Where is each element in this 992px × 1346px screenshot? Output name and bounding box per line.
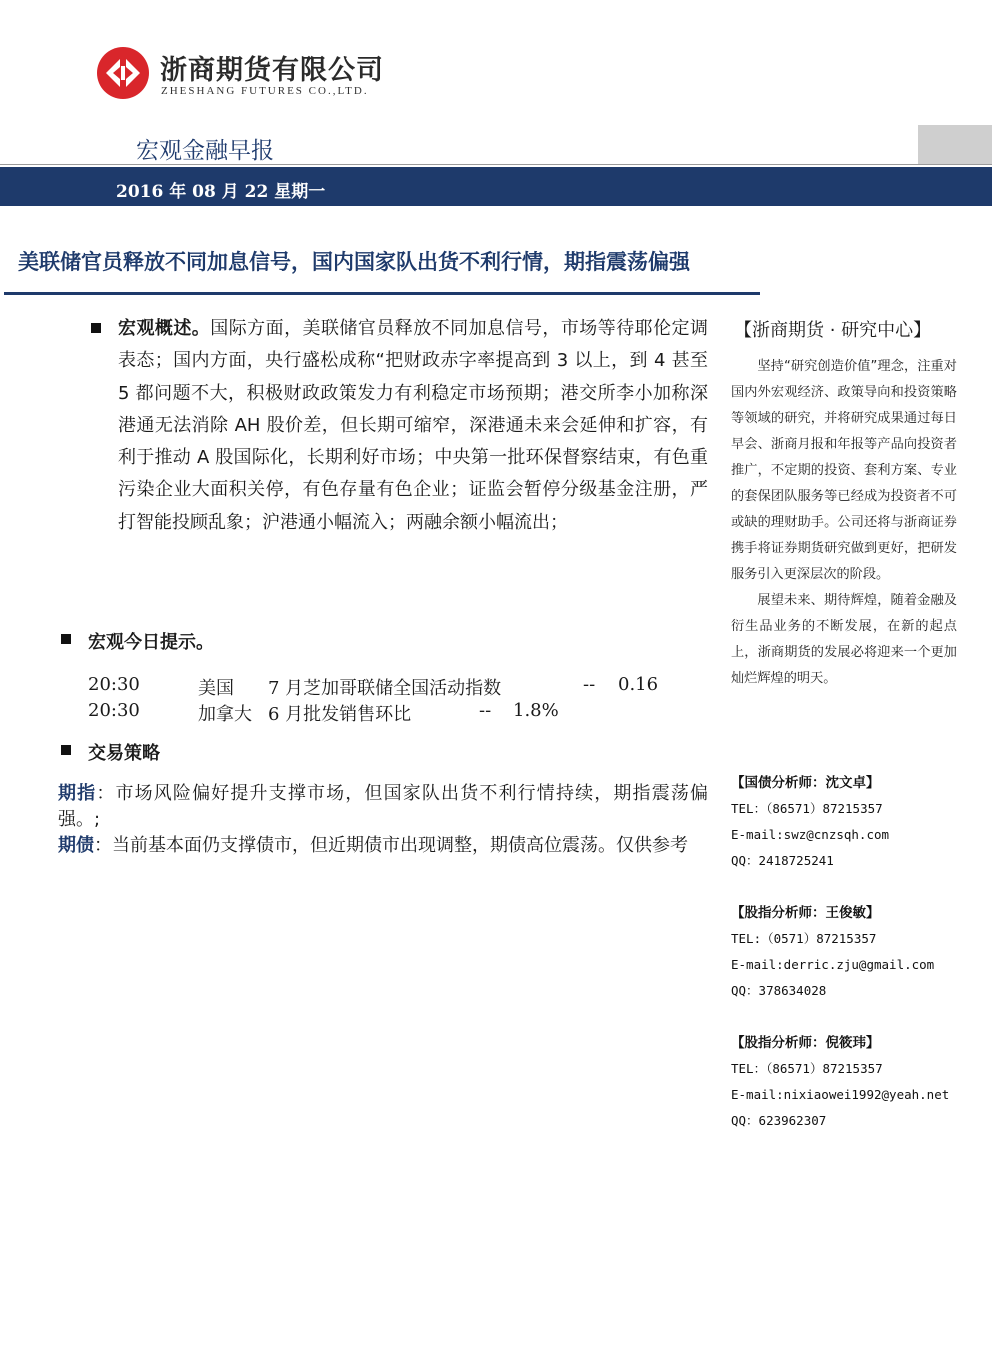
macro-overview	[118, 313, 708, 539]
header-grey-block	[918, 125, 992, 165]
strategy-body	[58, 781, 708, 859]
today-title: 宏观今日提示。	[88, 632, 214, 653]
report-date: 2016 年 08 月 22 星期一	[116, 182, 326, 202]
event-value: 0.16	[618, 674, 659, 695]
sidebar-title: 【浙商期货 · 研究中心】	[734, 320, 932, 341]
analyst-tel: TEL:（0571）87215357	[731, 931, 877, 946]
event-name: 7 月芝加哥联储全国活动指数	[268, 678, 502, 699]
company-name-en: ZHESHANG FUTURES CO.,LTD.	[161, 85, 369, 97]
analyst-qq: QQ：623962307	[731, 1113, 827, 1128]
sidebar-para: 坚持“研究创造价值”理念，注重对国内外宏观经济、政策导向和投资策略等领域的研究，并将研究成果通过每日早会、浙商月报和年报等产品向投资者推广，不定期的投资、套利方案、专业的套保团队服务等已经成为投资者不可或缺的理财助手。公司还将与浙商证券携手将证券期货研究做到更好，把研发服务引入更深层次的阶段。	[731, 359, 957, 582]
analyst-qq: QQ：2418725241	[731, 853, 834, 868]
sidebar-intro	[731, 354, 957, 692]
analyst-title: 【国债分析师：沈文卓】	[731, 775, 880, 791]
analyst-card	[731, 770, 981, 874]
analyst-card	[731, 1030, 981, 1134]
analyst-email[interactable]: E-mail:derric.zju@gmail.com	[731, 957, 935, 972]
event-time: 20:30	[88, 674, 140, 695]
strategy-item-bond-futures: 期债：当前基本面仍支撑债市，但近期债市出现调整，期债高位震荡。仅供参考	[58, 835, 688, 856]
event-name: 6 月批发销售环比	[268, 704, 412, 725]
overview-text: 国际方面，美联储官员释放不同加息信号，市场等待耶伦定调表态；国内方面，央行盛松成称“把财政赤字率提高到 3 以上，到 4 甚至 5 都问题不大，积极财政政策发力有利稳定市场预期；港交所李小加称深港通无法消除 AH 股价差，但长期可缩窄，深港通未来会延伸和扩容，有利于推动 A 股国际化，长期利好市场；中央第一批环保督察结束，有色重污染企业大面积关停，有色存量有色企业；证监会暂停分级基金注册，严打智能投顾乱象；沪港通小幅流入；两融余额小幅流出；	[118, 318, 709, 533]
company-name-cn: 浙商期货有限公司	[160, 55, 384, 86]
analyst-tel: TEL：（86571）87215357	[731, 1061, 883, 1076]
event-country: 加拿大	[198, 704, 252, 725]
report-type: 宏观金融早报	[136, 138, 274, 164]
event-country: 美国	[198, 678, 234, 699]
strategy-title: 交易策略	[88, 743, 160, 764]
bullet-square-icon	[61, 634, 71, 644]
analyst-card	[731, 900, 981, 1004]
headline-underline	[4, 292, 760, 295]
event-prev: --	[479, 700, 492, 721]
bullet-square-icon	[61, 745, 71, 755]
analyst-email[interactable]: E-mail:nixiaowei1992@yeah.net	[731, 1087, 950, 1102]
sidebar-para: 展望未来、期待辉煌，随着金融及衍生品业务的不断发展，在新的起点上，浙商期货的发展必将迎来一个更加灿烂辉煌的明天。	[731, 593, 957, 686]
company-logo-icon	[96, 46, 150, 100]
event-time: 20:30	[88, 700, 140, 721]
headline: 美联储官员释放不同加息信号，国内国家队出货不利行情，期指震荡偏强	[18, 250, 690, 274]
analyst-qq: QQ：378634028	[731, 983, 827, 998]
analyst-title: 【股指分析师：倪筱玮】	[731, 1035, 880, 1051]
analyst-tel: TEL：（86571）87215357	[731, 801, 883, 816]
event-value: 1.8%	[513, 700, 559, 721]
overview-lead: 宏观概述。	[118, 318, 211, 339]
bullet-square-icon	[91, 323, 101, 333]
header-divider	[0, 164, 992, 165]
analyst-email[interactable]: E-mail:swz@cnzsqh.com	[731, 827, 890, 842]
analyst-title: 【股指分析师：王俊敏】	[731, 905, 880, 921]
strategy-item-index-futures: 期指：市场风险偏好提升支撑市场，但国家队出货不利行情持续，期指震荡偏强。;	[58, 783, 709, 830]
event-prev: --	[583, 674, 596, 695]
